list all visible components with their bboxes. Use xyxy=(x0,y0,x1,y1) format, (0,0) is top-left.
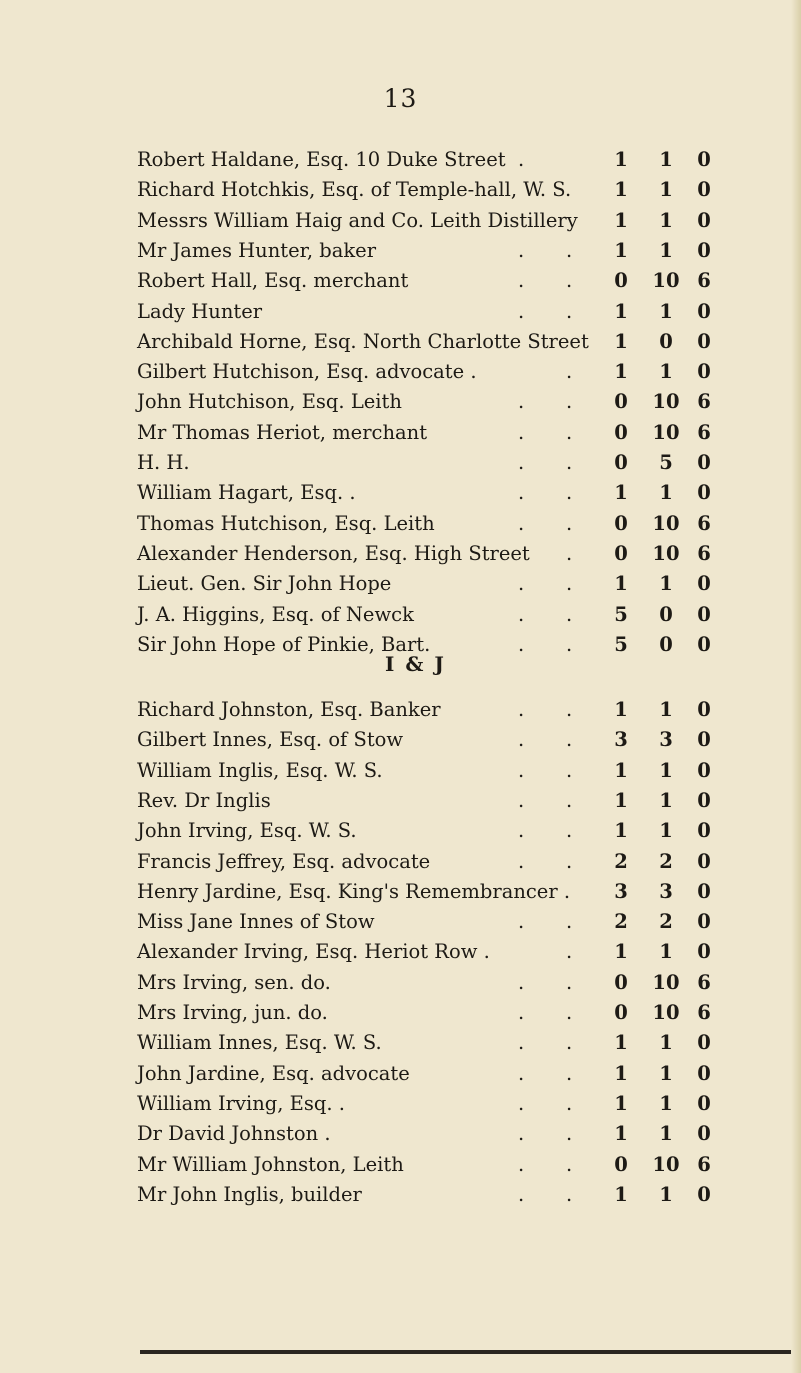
amount-pence: 0 xyxy=(697,451,711,474)
leader-dot: . xyxy=(566,1091,573,1115)
amount-pence: 6 xyxy=(697,420,711,444)
amount-pence: 6 xyxy=(697,970,711,994)
amount-shillings: 1 xyxy=(659,1061,673,1085)
subscriber-row xyxy=(0,907,801,937)
subscriber-name: John Hutchison, Esq. Leith xyxy=(137,390,402,414)
leader-dot: . xyxy=(518,819,525,843)
subscriber-row xyxy=(0,786,801,816)
amount-shillings: 10 xyxy=(652,269,680,293)
amount-pounds: 0 xyxy=(614,1152,628,1176)
amount-pence: 0 xyxy=(697,819,711,843)
amount-shillings: 1 xyxy=(659,788,673,812)
amount-shillings: 3 xyxy=(659,728,673,752)
amount-shillings: 10 xyxy=(652,420,680,444)
subscriber-name: Mr William Johnston, Leith xyxy=(137,1152,404,1176)
amount-pence: 0 xyxy=(697,572,711,596)
leader-dot: . xyxy=(518,420,525,444)
subscriber-name: Mr James Hunter, baker xyxy=(137,238,377,262)
amount-pence: 0 xyxy=(697,238,711,262)
amount-pounds: 1 xyxy=(614,1031,628,1055)
subscriber-row xyxy=(0,145,801,175)
amount-pounds: 0 xyxy=(614,451,628,474)
amount-pence: 6 xyxy=(697,541,711,565)
leader-dot: . xyxy=(518,970,525,994)
amount-pence: 0 xyxy=(697,879,711,903)
subscriber-name: William Innes, Esq. W. S. xyxy=(137,1031,382,1055)
leader-dot: . xyxy=(518,1061,525,1085)
subscriber-name: Mrs Irving, sen. do. xyxy=(137,970,331,994)
page-number: 13 xyxy=(383,84,418,113)
subscriber-row xyxy=(0,1028,801,1058)
leader-dot: . xyxy=(518,698,525,721)
leader-dot: . xyxy=(566,728,573,752)
leader-dot: . xyxy=(566,1182,573,1206)
leader-dot: . xyxy=(566,849,573,873)
leader-dot: . xyxy=(566,360,573,384)
subscriber-name: William Irving, Esq. . xyxy=(137,1091,345,1115)
amount-pounds: 1 xyxy=(614,698,628,721)
leader-dot: . xyxy=(518,910,525,934)
section-heading-i-j: I & J xyxy=(385,652,446,676)
amount-pence: 6 xyxy=(697,1001,711,1024)
amount-pounds: 1 xyxy=(614,481,628,505)
subscriber-row xyxy=(0,357,801,387)
subscriber-row xyxy=(0,1089,801,1119)
amount-shillings: 10 xyxy=(652,390,680,414)
amount-pence: 0 xyxy=(697,208,711,232)
amount-pence: 0 xyxy=(697,360,711,384)
amount-shillings: 1 xyxy=(659,238,673,262)
subscriber-row xyxy=(0,816,801,846)
amount-pounds: 1 xyxy=(614,1182,628,1206)
amount-shillings: 1 xyxy=(659,481,673,505)
subscriber-row xyxy=(0,847,801,877)
amount-shillings: 1 xyxy=(659,148,673,171)
amount-pounds: 1 xyxy=(614,148,628,171)
subscriber-row xyxy=(0,1180,801,1210)
leader-dot: . xyxy=(518,451,525,474)
amount-shillings: 1 xyxy=(659,940,673,964)
subscriber-name: Richard Johnston, Esq. Banker xyxy=(137,698,441,721)
amount-pounds: 5 xyxy=(614,602,628,626)
amount-shillings: 3 xyxy=(659,879,673,903)
amount-shillings: 0 xyxy=(659,602,673,626)
amount-shillings: 1 xyxy=(659,360,673,384)
amount-pence: 0 xyxy=(697,1182,711,1206)
subscriber-name: Rev. Dr Inglis xyxy=(137,788,271,812)
leader-dot: . xyxy=(518,1152,525,1176)
amount-pounds: 0 xyxy=(614,269,628,293)
page-edge xyxy=(791,0,801,1373)
subscriber-name: Alexander Irving, Esq. Heriot Row . xyxy=(137,940,490,964)
leader-dot: . xyxy=(566,238,573,262)
leader-dot: . xyxy=(566,632,573,656)
amount-pence: 0 xyxy=(697,698,711,721)
amount-pence: 0 xyxy=(697,910,711,934)
subscriber-name: Francis Jeffrey, Esq. advocate xyxy=(137,849,431,873)
leader-dot: . xyxy=(566,1031,573,1055)
leader-dot: . xyxy=(518,1182,525,1206)
leader-dot: . xyxy=(518,481,525,505)
subscriber-name: Dr David Johnston . xyxy=(137,1122,331,1146)
leader-dot: . xyxy=(518,632,525,656)
subscriber-row xyxy=(0,206,801,236)
amount-pence: 0 xyxy=(697,788,711,812)
subscriber-name: Messrs William Haig and Co. Leith Distillery xyxy=(137,208,578,232)
leader-dot: . xyxy=(566,299,573,323)
amount-shillings: 2 xyxy=(659,849,673,873)
subscriber-row xyxy=(0,266,801,296)
subscriber-name: H. H. xyxy=(137,451,190,474)
amount-shillings: 1 xyxy=(659,299,673,323)
amount-pounds: 3 xyxy=(614,728,628,752)
subscriber-row xyxy=(0,756,801,786)
subscriber-name: William Inglis, Esq. W. S. xyxy=(137,758,383,782)
amount-pence: 0 xyxy=(697,602,711,626)
amount-shillings: 1 xyxy=(659,1182,673,1206)
subscriber-row xyxy=(0,1150,801,1180)
amount-shillings: 10 xyxy=(652,541,680,565)
leader-dot: . xyxy=(566,970,573,994)
leader-dot: . xyxy=(566,390,573,414)
leader-dot: . xyxy=(518,728,525,752)
leader-dot: . xyxy=(518,1031,525,1055)
amount-shillings: 1 xyxy=(659,572,673,596)
amount-shillings: 10 xyxy=(652,1001,680,1024)
amount-pence: 0 xyxy=(697,1091,711,1115)
amount-pounds: 1 xyxy=(614,208,628,232)
subscriber-name: Alexander Henderson, Esq. High Street xyxy=(137,541,530,565)
leader-dot: . xyxy=(518,238,525,262)
amount-pounds: 0 xyxy=(614,970,628,994)
subscriber-row xyxy=(0,327,801,357)
subscriber-name: Miss Jane Innes of Stow xyxy=(137,910,375,934)
subscriber-row xyxy=(0,600,801,630)
amount-pence: 0 xyxy=(697,1031,711,1055)
amount-shillings: 10 xyxy=(652,511,680,535)
subscriber-name: Thomas Hutchison, Esq. Leith xyxy=(137,511,435,535)
amount-pence: 0 xyxy=(697,481,711,505)
subscriber-row xyxy=(0,695,801,725)
amount-shillings: 1 xyxy=(659,178,673,202)
leader-dot: . xyxy=(566,1122,573,1146)
amount-pence: 0 xyxy=(697,148,711,171)
subscriber-row xyxy=(0,448,801,478)
leader-dot: . xyxy=(518,299,525,323)
amount-pence: 6 xyxy=(697,1152,711,1176)
amount-pence: 0 xyxy=(697,728,711,752)
leader-dot: . xyxy=(518,390,525,414)
amount-pence: 6 xyxy=(697,390,711,414)
amount-pence: 0 xyxy=(697,1061,711,1085)
amount-pounds: 0 xyxy=(614,420,628,444)
leader-dot: . xyxy=(566,541,573,565)
amount-pounds: 1 xyxy=(614,1061,628,1085)
amount-pence: 0 xyxy=(697,632,711,656)
amount-pounds: 5 xyxy=(614,632,628,656)
amount-pounds: 2 xyxy=(614,910,628,934)
subscriber-name: Lady Hunter xyxy=(137,299,263,323)
bottom-rule xyxy=(140,1350,801,1354)
amount-pounds: 1 xyxy=(614,329,628,353)
subscriber-name: Mr Thomas Heriot, merchant xyxy=(137,420,428,444)
amount-pence: 0 xyxy=(697,1122,711,1146)
amount-pounds: 1 xyxy=(614,940,628,964)
leader-dot: . xyxy=(566,420,573,444)
amount-shillings: 1 xyxy=(659,758,673,782)
leader-dot: . xyxy=(518,1091,525,1115)
amount-pounds: 1 xyxy=(614,1091,628,1115)
amount-shillings: 2 xyxy=(659,910,673,934)
subscriber-name: Richard Hotchkis, Esq. of Temple-hall, W. S. xyxy=(137,178,572,202)
subscriber-row xyxy=(0,387,801,417)
subscriber-row xyxy=(0,509,801,539)
leader-dot: . xyxy=(518,788,525,812)
leader-dot: . xyxy=(566,602,573,626)
subscriber-row xyxy=(0,1059,801,1089)
amount-shillings: 1 xyxy=(659,208,673,232)
leader-dot: . xyxy=(518,602,525,626)
subscriber-row xyxy=(0,539,801,569)
subscriber-row xyxy=(0,418,801,448)
leader-dot: . xyxy=(518,849,525,873)
subscriber-name: Lieut. Gen. Sir John Hope xyxy=(137,572,392,596)
amount-pence: 0 xyxy=(697,758,711,782)
subscriber-name: Gilbert Innes, Esq. of Stow xyxy=(137,728,404,752)
subscriber-name: Mr John Inglis, builder xyxy=(137,1182,362,1206)
leader-dot: . xyxy=(566,940,573,964)
subscriber-name: John Jardine, Esq. advocate xyxy=(137,1061,410,1085)
leader-dot: . xyxy=(566,758,573,782)
subscriber-name: Sir John Hope of Pinkie, Bart. xyxy=(137,632,431,656)
leader-dot: . xyxy=(518,1122,525,1146)
amount-pence: 0 xyxy=(697,178,711,202)
amount-shillings: 1 xyxy=(659,1091,673,1115)
leader-dot: . xyxy=(566,698,573,721)
amount-pounds: 0 xyxy=(614,511,628,535)
amount-pence: 0 xyxy=(697,849,711,873)
subscriber-row xyxy=(0,175,801,205)
leader-dot: . xyxy=(566,269,573,293)
amount-pounds: 0 xyxy=(614,1001,628,1024)
leader-dot: . xyxy=(566,511,573,535)
leader-dot: . xyxy=(518,148,525,171)
leader-dot: . xyxy=(566,451,573,474)
amount-pence: 0 xyxy=(697,329,711,353)
subscriber-row xyxy=(0,937,801,967)
subscriber-name: John Irving, Esq. W. S. xyxy=(137,819,357,843)
amount-shillings: 1 xyxy=(659,1122,673,1146)
subscriber-name: Gilbert Hutchison, Esq. advocate . xyxy=(137,360,477,384)
leader-dot: . xyxy=(566,1061,573,1085)
amount-shillings: 1 xyxy=(659,698,673,721)
amount-pounds: 1 xyxy=(614,788,628,812)
amount-shillings: 1 xyxy=(659,1031,673,1055)
amount-shillings: 0 xyxy=(659,329,673,353)
subscriber-row xyxy=(0,877,801,907)
subscriber-row xyxy=(0,569,801,599)
amount-pence: 6 xyxy=(697,511,711,535)
subscriber-row xyxy=(0,1119,801,1149)
amount-pence: 6 xyxy=(697,269,711,293)
amount-shillings: 10 xyxy=(652,970,680,994)
amount-pounds: 1 xyxy=(614,758,628,782)
subscriber-row xyxy=(0,478,801,508)
subscriber-name: Mrs Irving, jun. do. xyxy=(137,1001,328,1024)
amount-pounds: 1 xyxy=(614,819,628,843)
amount-pounds: 1 xyxy=(614,360,628,384)
leader-dot: . xyxy=(566,1001,573,1024)
amount-pounds: 1 xyxy=(614,1122,628,1146)
leader-dot: . xyxy=(566,572,573,596)
subscriber-name: Henry Jardine, Esq. King's Remembrancer . xyxy=(137,879,571,903)
amount-pence: 0 xyxy=(697,940,711,964)
amount-pounds: 1 xyxy=(614,572,628,596)
subscriber-row xyxy=(0,236,801,266)
leader-dot: . xyxy=(518,511,525,535)
subscriber-name: Robert Haldane, Esq. 10 Duke Street xyxy=(137,148,506,171)
leader-dot: . xyxy=(518,1001,525,1024)
leader-dot: . xyxy=(566,788,573,812)
leader-dot: . xyxy=(566,1152,573,1176)
subscriber-name: J. A. Higgins, Esq. of Newck xyxy=(137,602,414,626)
subscriber-row xyxy=(0,998,801,1028)
leader-dot: . xyxy=(566,910,573,934)
leader-dot: . xyxy=(518,758,525,782)
amount-pounds: 3 xyxy=(614,879,628,903)
amount-shillings: 10 xyxy=(652,1152,680,1176)
leader-dot: . xyxy=(566,819,573,843)
amount-pounds: 2 xyxy=(614,849,628,873)
subscriber-row xyxy=(0,968,801,998)
subscriber-name: William Hagart, Esq. . xyxy=(137,481,356,505)
amount-pence: 0 xyxy=(697,299,711,323)
amount-pounds: 1 xyxy=(614,238,628,262)
amount-pounds: 1 xyxy=(614,299,628,323)
subscriber-row xyxy=(0,297,801,327)
amount-pounds: 0 xyxy=(614,541,628,565)
amount-pounds: 1 xyxy=(614,178,628,202)
subscriber-name: Archibald Horne, Esq. North Charlotte Street xyxy=(137,329,589,353)
subscriber-name: Robert Hall, Esq. merchant xyxy=(137,269,409,293)
amount-shillings: 5 xyxy=(659,451,673,474)
leader-dot: . xyxy=(518,269,525,293)
amount-shillings: 1 xyxy=(659,819,673,843)
leader-dot: . xyxy=(518,572,525,596)
amount-shillings: 0 xyxy=(659,632,673,656)
amount-pounds: 0 xyxy=(614,390,628,414)
subscriber-row xyxy=(0,725,801,755)
leader-dot: . xyxy=(566,481,573,505)
